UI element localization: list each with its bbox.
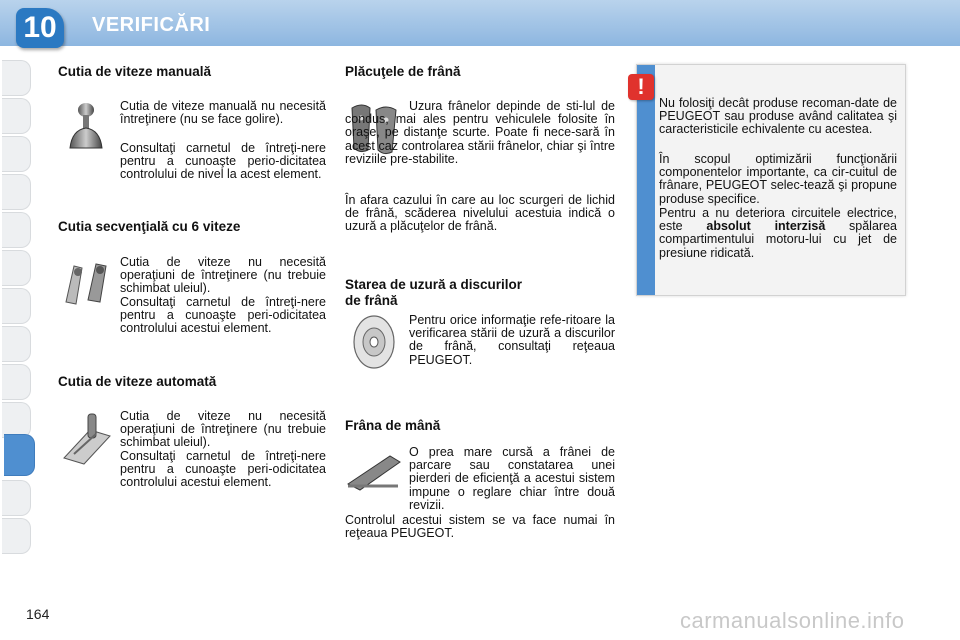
handbrake-lever-icon bbox=[346, 450, 402, 492]
chapter-tab[interactable] bbox=[2, 518, 31, 554]
watermark: carmanualsonline.info bbox=[680, 608, 905, 633]
heading-brake-pads: Plăcuţele de frână bbox=[345, 64, 461, 79]
brake-pads-text-2: În afara cazului în care au loc scurgeri de lichid de frână, scăderea nivelului acestuia indică o uzură a plăcuţelor de frână. bbox=[345, 193, 615, 234]
chapter-tab[interactable] bbox=[2, 136, 31, 172]
sequential-text-1: Cutia de viteze nu necesită operaţiuni de întreţinere (nu trebuie schimbat uleiul). bbox=[120, 255, 326, 296]
chapter-tab[interactable] bbox=[2, 60, 31, 96]
automatic-text-2: Consultaţi carnetul de întreţi-nere pentru a cunoaşte peri-odicitatea controlului acestui element. bbox=[120, 449, 326, 490]
handbrake-text-2: Controlul acestui sistem se va face numai în reţeaua PEUGEOT. bbox=[345, 513, 615, 541]
heading-manual-gearbox: Cutia de viteze manuală bbox=[58, 64, 212, 79]
automatic-text-1: Cutia de viteze nu necesită operaţiuni de întreţinere (nu trebuie schimbat uleiul). bbox=[120, 409, 326, 450]
chapter-badge: 10 bbox=[16, 8, 64, 48]
chapter-tab-strip bbox=[0, 60, 34, 580]
chapter-tab[interactable] bbox=[2, 174, 31, 210]
handbrake-text-1: O prea mare cursă a frânei de parcare sau constatarea unei pierderi de eficienţă a acestui sistem impune o reglare chiar între două revizii. bbox=[409, 445, 615, 512]
chapter-tab[interactable] bbox=[2, 212, 31, 248]
exclamation-icon: ! bbox=[628, 74, 654, 100]
chapter-tab-active[interactable] bbox=[4, 434, 35, 476]
sequential-text-2: Consultaţi carnetul de întreţi-nere pentru a cunoaşte peri-odicitatea controlului acestui element. bbox=[120, 295, 326, 336]
warning-text-3 bbox=[659, 207, 897, 260]
heading-automatic-gearbox: Cutia de viteze automată bbox=[58, 374, 217, 389]
brake-disc-icon bbox=[350, 314, 398, 370]
warning-box bbox=[636, 64, 906, 296]
chapter-tab[interactable] bbox=[2, 288, 31, 324]
warning-text-3-start: Pentru a nu deteriora circuitele electrice, este bbox=[659, 206, 897, 234]
chapter-tab[interactable] bbox=[2, 250, 31, 286]
brake-discs-heading-line-1: Starea de uzură a discurilor bbox=[345, 277, 523, 292]
automatic-gear-lever-icon bbox=[60, 410, 114, 466]
warning-text-1: Nu folosiţi decât produse recoman-date de PEUGEOT sau produse având calitatea şi caracteristicile echivalente cu acestea. bbox=[659, 96, 897, 137]
brake-discs-text: Pentru orice informaţie refe-ritoare la verificarea stării de uzură a discurilor de frână, consultaţi reţeaua PEUGEOT. bbox=[409, 313, 615, 367]
chapter-tab[interactable] bbox=[2, 98, 31, 134]
chapter-tab[interactable] bbox=[2, 326, 31, 362]
manual-text-2: Consultaţi carnetul de întreţi-nere pentru a cunoaşte perio-dicitatea controlului de nivel la acest element. bbox=[120, 141, 326, 182]
warning-text-3-end: spălarea compartimentului motoru-lui cu jet de presiune ridicată. bbox=[659, 219, 897, 260]
page-number: 164 bbox=[26, 606, 50, 622]
manual-text-1: Cutia de viteze manuală nu necesită întreţinere (nu se face golire). bbox=[120, 99, 326, 127]
warning-emphasis: absolut interzisă bbox=[706, 219, 826, 234]
page-title: VERIFICĂRI bbox=[92, 14, 211, 36]
chapter-tab[interactable] bbox=[2, 480, 31, 516]
heading-sequential-gearbox: Cutia secvenţială cu 6 viteze bbox=[58, 219, 241, 234]
sequential-gearbox-icon bbox=[60, 256, 114, 308]
chapter-tab[interactable] bbox=[2, 364, 31, 400]
gear-lever-icon bbox=[62, 100, 112, 152]
chapter-tab[interactable] bbox=[2, 402, 31, 438]
brake-discs-heading-line-2: de frână bbox=[345, 293, 398, 308]
brake-pads-text-1: Uzura frânelor depinde de sti-lul de condus, mai ales pentru vehiculele folosite în oraşe, pe distanţe scurte. Poate fi nece-sară în acest caz controlarea stării frânelor, chiar şi între reviziile pre-stabilite. bbox=[345, 99, 615, 166]
heading-brake-discs bbox=[345, 277, 522, 309]
heading-handbrake: Frâna de mână bbox=[345, 418, 441, 433]
warning-text-2: În scopul optimizării funcţionării componentelor importante, ca cir-cuitul de frânare, PEUGEOT selec-tează şi propune produse specifice. bbox=[659, 152, 897, 206]
